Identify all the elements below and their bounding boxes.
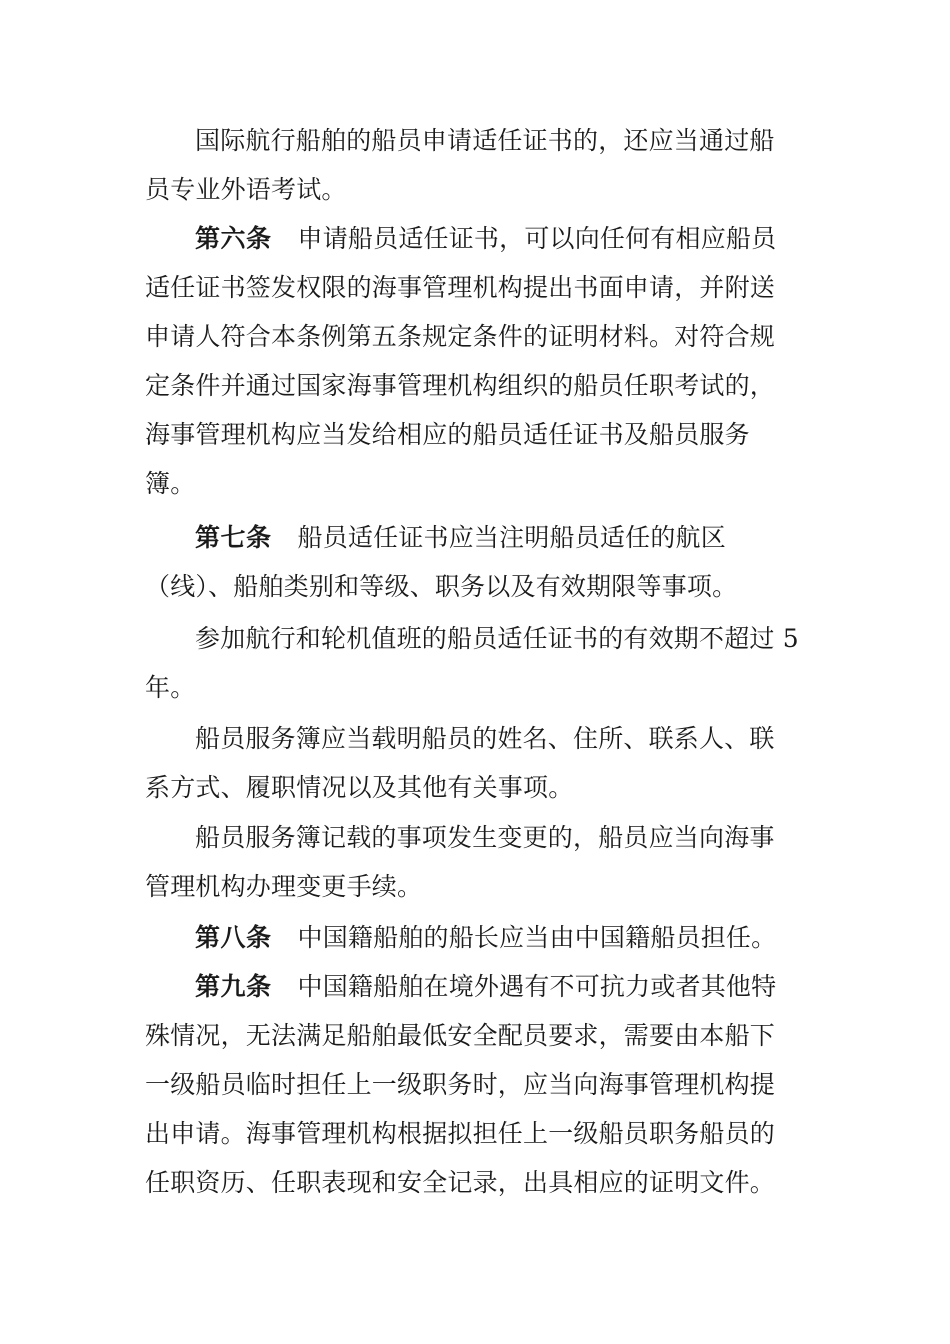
paragraph-line: 申请人符合本条例第五条规定条件的证明材料。对符合规 (145, 322, 776, 351)
paragraph-line: 年。 (145, 673, 196, 702)
paragraph-line: 管理机构办理变更手续。 (145, 872, 423, 901)
paragraph-line: 船员服务簿记载的事项发生变更的，船员应当向海事 (195, 823, 775, 852)
paragraph-line: 任职资历、任职表现和安全记录，出具相应的证明文件。 (145, 1168, 776, 1197)
paragraph-line: 海事管理机构应当发给相应的船员适任证书及船员服务 (145, 420, 750, 449)
article-number: 第七条 (195, 523, 272, 552)
paragraph-line: 出申请。海事管理机构根据拟担任上一级船员职务船员的 (145, 1119, 776, 1148)
article-7-heading-line: 第七条 船员适任证书应当注明船员适任的航区 (195, 523, 726, 552)
article-8-heading-line: 第八条 中国籍船舶的船长应当由中国籍船员担任。 (195, 923, 777, 952)
article-number: 第六条 (195, 224, 272, 253)
article-9-heading-line: 第九条 中国籍船舶在境外遇有不可抗力或者其他特 (195, 972, 777, 1001)
paragraph-line: 定条件并通过国家海事管理机构组织的船员任职考试的， (145, 371, 776, 400)
article-6-heading-line: 第六条 申请船员适任证书，可以向任何有相应船员 (195, 224, 777, 253)
paragraph-line: 一级船员临时担任上一级职务时，应当向海事管理机构提 (145, 1070, 776, 1099)
paragraph-line: 殊情况，无法满足船舶最低安全配员要求，需要由本船下 (145, 1021, 776, 1050)
paragraph-line: 系方式、履职情况以及其他有关事项。 (145, 773, 574, 802)
paragraph-line: 国际航行船舶的船员申请适任证书的，还应当通过船 (195, 126, 775, 155)
article-number: 第九条 (195, 972, 272, 1001)
article-number: 第八条 (195, 923, 272, 952)
paragraph-line: 适任证书签发权限的海事管理机构提出书面申请，并附送 (145, 273, 776, 302)
paragraph-line: 簿。 (145, 469, 196, 498)
paragraph-line: 员专业外语考试。 (145, 175, 347, 204)
paragraph-line: （线）、船舶类别和等级、职务以及有效期限等事项。 (145, 572, 738, 601)
paragraph-line: 船员服务簿应当载明船员的姓名、住所、联系人、联 (195, 724, 775, 753)
paragraph-line: 参加航行和轮机值班的船员适任证书的有效期不超过 5 (195, 624, 799, 653)
